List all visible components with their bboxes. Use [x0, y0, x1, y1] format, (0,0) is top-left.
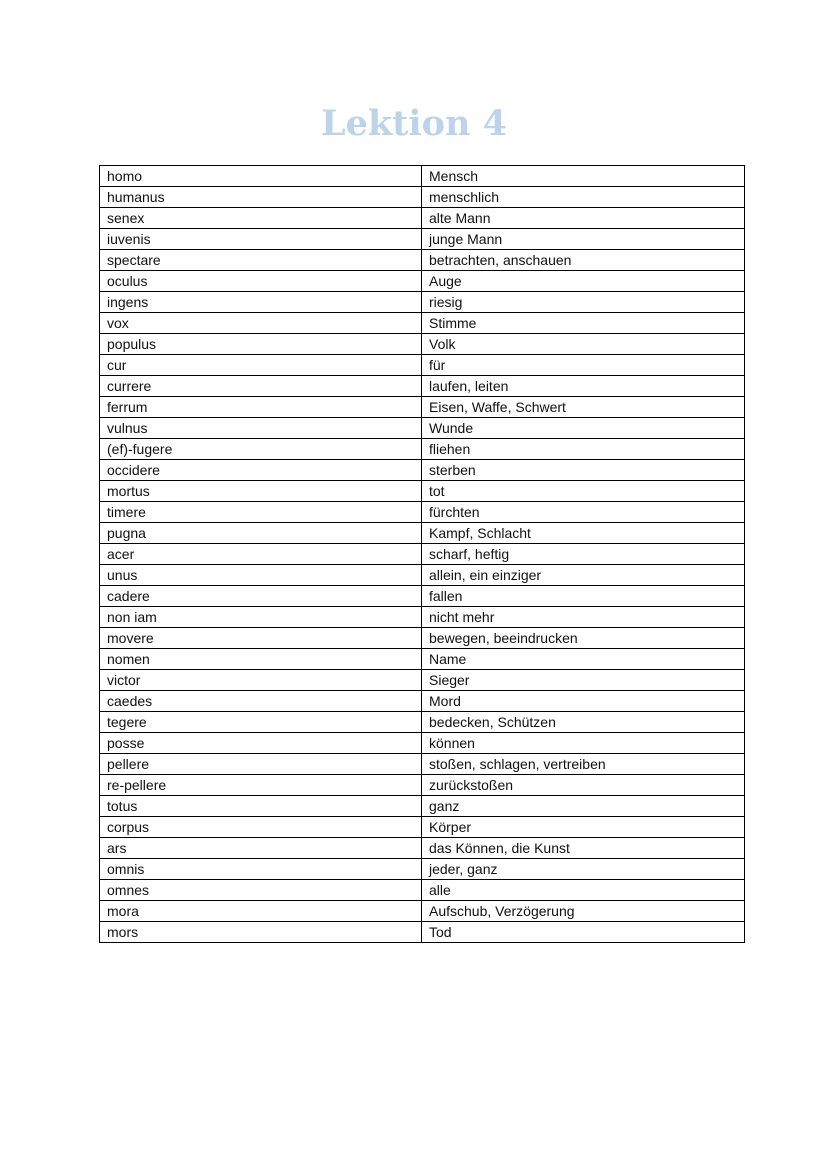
table-row [100, 901, 745, 922]
latin-word-cell: currere [100, 376, 422, 397]
german-translation-cell: Wunde [422, 418, 745, 439]
latin-word-cell: cadere [100, 586, 422, 607]
german-translation-cell: bedecken, Schützen [422, 712, 745, 733]
german-translation-cell: das Können, die Kunst [422, 838, 745, 859]
latin-word-cell: omnis [100, 859, 422, 880]
latin-word-cell: pellere [100, 754, 422, 775]
table-row [100, 859, 745, 880]
german-translation-cell: stoßen, schlagen, vertreiben [422, 754, 745, 775]
german-translation-cell: Kampf, Schlacht [422, 523, 745, 544]
latin-word-cell: timere [100, 502, 422, 523]
german-translation-cell: zurückstoßen [422, 775, 745, 796]
table-row [100, 187, 745, 208]
latin-word-cell: movere [100, 628, 422, 649]
table-row [100, 607, 745, 628]
table-row [100, 586, 745, 607]
table-row [100, 166, 745, 187]
german-translation-cell: fürchten [422, 502, 745, 523]
latin-word-cell: ferrum [100, 397, 422, 418]
latin-word-cell: humanus [100, 187, 422, 208]
german-translation-cell: Stimme [422, 313, 745, 334]
table-row [100, 376, 745, 397]
table-row [100, 649, 745, 670]
table-row [100, 880, 745, 901]
table-row [100, 250, 745, 271]
latin-word-cell: vulnus [100, 418, 422, 439]
table-row [100, 439, 745, 460]
table-row [100, 523, 745, 544]
latin-word-cell: mortus [100, 481, 422, 502]
table-row [100, 691, 745, 712]
german-translation-cell: jeder, ganz [422, 859, 745, 880]
table-row [100, 775, 745, 796]
latin-word-cell: spectare [100, 250, 422, 271]
latin-word-cell: occidere [100, 460, 422, 481]
table-row [100, 355, 745, 376]
german-translation-cell: Eisen, Waffe, Schwert [422, 397, 745, 418]
latin-word-cell: cur [100, 355, 422, 376]
table-row [100, 817, 745, 838]
table-row [100, 796, 745, 817]
latin-word-cell: caedes [100, 691, 422, 712]
table-row [100, 481, 745, 502]
table-row [100, 334, 745, 355]
latin-word-cell: mora [100, 901, 422, 922]
table-row [100, 418, 745, 439]
latin-word-cell: posse [100, 733, 422, 754]
german-translation-cell: menschlich [422, 187, 745, 208]
german-translation-cell: junge Mann [422, 229, 745, 250]
latin-word-cell: omnes [100, 880, 422, 901]
latin-word-cell: tegere [100, 712, 422, 733]
latin-word-cell: non iam [100, 607, 422, 628]
latin-word-cell: pugna [100, 523, 422, 544]
latin-word-cell: re-pellere [100, 775, 422, 796]
latin-word-cell: senex [100, 208, 422, 229]
german-translation-cell: alle [422, 880, 745, 901]
german-translation-cell: sterben [422, 460, 745, 481]
german-translation-cell: Mensch [422, 166, 745, 187]
german-translation-cell: scharf, heftig [422, 544, 745, 565]
latin-word-cell: nomen [100, 649, 422, 670]
german-translation-cell: laufen, leiten [422, 376, 745, 397]
german-translation-cell: Körper [422, 817, 745, 838]
latin-word-cell: populus [100, 334, 422, 355]
vocabulary-table [99, 165, 745, 943]
latin-word-cell: ingens [100, 292, 422, 313]
latin-word-cell: acer [100, 544, 422, 565]
latin-word-cell: totus [100, 796, 422, 817]
german-translation-cell: bewegen, beeindrucken [422, 628, 745, 649]
latin-word-cell: victor [100, 670, 422, 691]
latin-word-cell: ars [100, 838, 422, 859]
table-row [100, 628, 745, 649]
german-translation-cell: fallen [422, 586, 745, 607]
latin-word-cell: corpus [100, 817, 422, 838]
latin-word-cell: unus [100, 565, 422, 586]
german-translation-cell: riesig [422, 292, 745, 313]
german-translation-cell: für [422, 355, 745, 376]
table-row [100, 397, 745, 418]
page-title: Lektion 4 [321, 103, 507, 144]
german-translation-cell: nicht mehr [422, 607, 745, 628]
latin-word-cell: vox [100, 313, 422, 334]
latin-word-cell: oculus [100, 271, 422, 292]
table-row [100, 208, 745, 229]
table-row [100, 838, 745, 859]
table-row [100, 229, 745, 250]
german-translation-cell: Volk [422, 334, 745, 355]
german-translation-cell: ganz [422, 796, 745, 817]
german-translation-cell: tot [422, 481, 745, 502]
german-translation-cell: können [422, 733, 745, 754]
latin-word-cell: homo [100, 166, 422, 187]
table-row [100, 733, 745, 754]
latin-word-cell: mors [100, 922, 422, 943]
table-row [100, 712, 745, 733]
table-row [100, 922, 745, 943]
table-row [100, 292, 745, 313]
german-translation-cell: allein, ein einziger [422, 565, 745, 586]
latin-word-cell: (ef)-fugere [100, 439, 422, 460]
table-row [100, 670, 745, 691]
vocabulary-table-body [100, 166, 745, 943]
german-translation-cell: betrachten, anschauen [422, 250, 745, 271]
german-translation-cell: fliehen [422, 439, 745, 460]
latin-word-cell: iuvenis [100, 229, 422, 250]
german-translation-cell: Sieger [422, 670, 745, 691]
table-row [100, 754, 745, 775]
table-row [100, 565, 745, 586]
table-row [100, 502, 745, 523]
german-translation-cell: Aufschub, Verzögerung [422, 901, 745, 922]
german-translation-cell: alte Mann [422, 208, 745, 229]
german-translation-cell: Name [422, 649, 745, 670]
table-row [100, 313, 745, 334]
table-row [100, 460, 745, 481]
table-row [100, 271, 745, 292]
german-translation-cell: Tod [422, 922, 745, 943]
german-translation-cell: Auge [422, 271, 745, 292]
german-translation-cell: Mord [422, 691, 745, 712]
table-row [100, 544, 745, 565]
